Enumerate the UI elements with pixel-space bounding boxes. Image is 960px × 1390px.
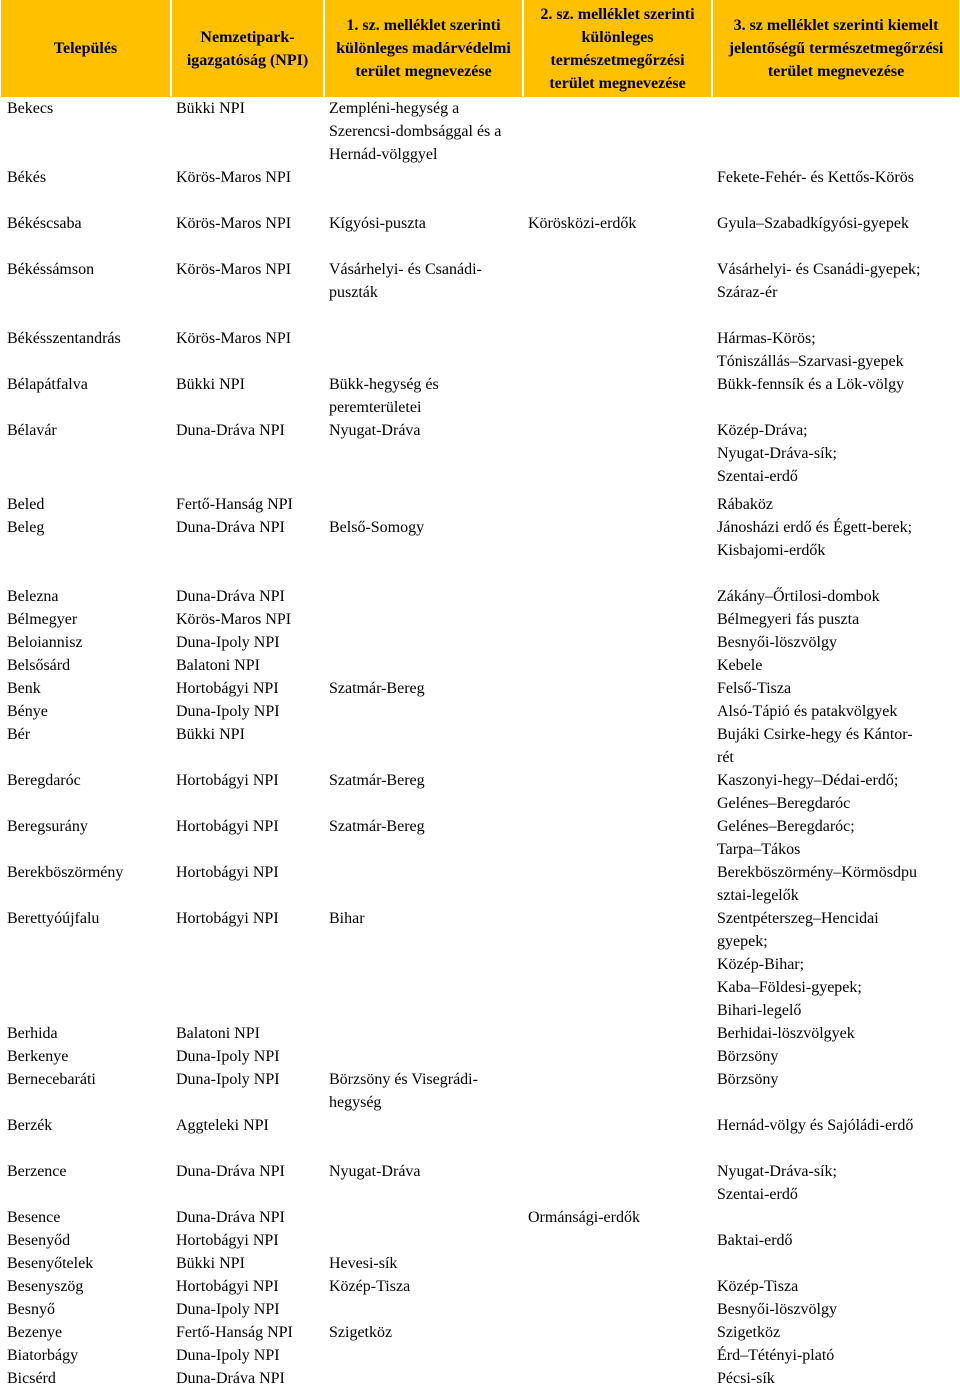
- conservation-area-cell: [523, 1160, 712, 1206]
- table-row: [1, 815, 959, 861]
- bird-protection-area-cell: Közép-Tisza: [329, 1278, 411, 1295]
- npi-cell: Duna-Dráva NPI: [176, 422, 285, 439]
- conservation-area-cell: [523, 1229, 712, 1252]
- bird-protection-area-cell: [324, 608, 523, 631]
- priority-conservation-area-cell: Berhidai-löszvölgyek: [717, 1025, 855, 1042]
- priority-conservation-area-cell: [712, 1252, 959, 1275]
- npi-cell: Balatoni NPI: [176, 1025, 260, 1042]
- conservation-area-cell: [523, 700, 712, 723]
- priority-conservation-area-cell: Bujáki Csirke-hegy és Kántor- rét: [717, 726, 913, 766]
- npi-cell: Balatoni NPI: [176, 657, 260, 674]
- priority-conservation-area-cell: Besnyői-löszvölgy: [717, 1301, 837, 1318]
- conservation-area-cell: [523, 419, 712, 493]
- npi-cell: Bükki NPI: [176, 376, 245, 393]
- priority-conservation-area-cell: Jánosházi erdő és Égett-berek; Kisbajomi-erdők: [717, 519, 913, 559]
- npi-cell: Bükki NPI: [176, 1255, 245, 1272]
- table-row: [1, 1160, 959, 1206]
- npi-cell: Bükki NPI: [176, 100, 245, 117]
- npi-cell: Hortobágyi NPI: [176, 1232, 279, 1249]
- conservation-area-cell: [523, 585, 712, 608]
- table-row: [1, 1068, 959, 1114]
- table-row: [1, 1229, 959, 1252]
- npi-cell: Duna-Dráva NPI: [176, 519, 285, 536]
- settlement-cell: Bélmegyer: [7, 611, 78, 628]
- table-row: [1, 861, 959, 907]
- conservation-area-cell: [523, 493, 712, 516]
- conservation-area-cell: [523, 327, 712, 373]
- conservation-area-cell: [523, 769, 712, 815]
- bird-protection-area-cell: Börzsöny és Visegrádi- hegység: [329, 1071, 478, 1111]
- bird-protection-area-cell: [324, 1206, 523, 1229]
- bird-protection-area-cell: Nyugat-Dráva: [329, 1163, 421, 1180]
- priority-conservation-area-cell: Berekböszörmény–Körmösdpu sztai-legelők: [717, 864, 917, 904]
- table-row: [1, 1321, 959, 1344]
- settlement-cell: Békéscsaba: [7, 215, 82, 232]
- settlement-cell: Berettyóújfalu: [7, 910, 100, 927]
- table-row: [1, 654, 959, 677]
- npi-cell: Duna-Ipoly NPI: [176, 703, 280, 720]
- npi-cell: Körös-Maros NPI: [176, 215, 292, 232]
- bird-protection-area-cell: Szatmár-Bereg: [329, 680, 425, 697]
- settlement-cell: Bélavár: [7, 422, 57, 439]
- conservation-area-cell: [523, 166, 712, 212]
- table-row: [1, 769, 959, 815]
- conservation-area-cell: [523, 631, 712, 654]
- priority-conservation-area-cell: Vásárhelyi- és Csanádi-gyepek; Száraz-ér: [717, 261, 921, 301]
- table-row: [1, 212, 959, 258]
- priority-conservation-area-cell: Közép-Tisza: [717, 1278, 799, 1295]
- table-row: [1, 419, 959, 493]
- npi-cell: Hortobágyi NPI: [176, 910, 279, 927]
- priority-conservation-area-cell: Besnyői-löszvölgy: [717, 634, 837, 651]
- bird-protection-area-cell: Zempléni-hegység a Szerencsi-dombsággal és a Hernád-völggyel: [329, 100, 502, 163]
- settlement-cell: Beleg: [7, 519, 45, 536]
- bird-protection-area-cell: Szatmár-Bereg: [329, 818, 425, 835]
- settlement-cell: Békéssámson: [7, 261, 95, 278]
- settlement-table: [1, 0, 959, 1390]
- conservation-area-cell: [523, 654, 712, 677]
- settlement-cell: Besence: [7, 1209, 61, 1226]
- priority-conservation-area-cell: Bükk-fennsík és a Lök-völgy: [717, 376, 905, 393]
- priority-conservation-area-cell: Gyula–Szabadkígyósi-gyepek: [717, 215, 909, 232]
- priority-conservation-area-cell: Felső-Tisza: [717, 680, 792, 697]
- table-row: [1, 608, 959, 631]
- npi-cell: Körös-Maros NPI: [176, 169, 292, 186]
- table-row: [1, 166, 959, 212]
- priority-conservation-area-cell: Zákány–Őrtilosi-dombok: [717, 588, 880, 605]
- settlement-cell: Bekecs: [7, 100, 54, 117]
- conservation-area-cell: [523, 907, 712, 1022]
- settlement-cell: Besenyőtelek: [7, 1255, 94, 1272]
- settlement-cell: Beregdaróc: [7, 772, 81, 789]
- conservation-area-cell: [523, 97, 712, 166]
- npi-cell: Fertő-Hanság NPI: [176, 496, 293, 513]
- header-priority-conservation-area: 3. sz melléklet szerinti kiemelt jelentőségű természetmegőrzési terület megnevezése: [712, 0, 959, 97]
- conservation-area-cell: [523, 608, 712, 631]
- settlement-cell: Biatorbágy: [7, 1347, 79, 1364]
- conservation-area-cell: [523, 861, 712, 907]
- settlement-cell: Beregsurány: [7, 818, 88, 835]
- npi-cell: Aggteleki NPI: [176, 1117, 269, 1134]
- settlement-cell: Bernecebaráti: [7, 1071, 96, 1088]
- conservation-area-cell: [523, 1068, 712, 1114]
- bird-protection-area-cell: [324, 493, 523, 516]
- table-row: [1, 1206, 959, 1229]
- npi-cell: Duna-Ipoly NPI: [176, 1071, 280, 1088]
- table-row: [1, 677, 959, 700]
- priority-conservation-area-cell: Nyugat-Dráva-sík; Szentai-erdő: [717, 1163, 837, 1203]
- conservation-area-cell: [523, 1045, 712, 1068]
- table-row: [1, 723, 959, 769]
- table-row: [1, 585, 959, 608]
- priority-conservation-area-cell: Gelénes–Beregdaróc; Tarpa–Tákos: [717, 818, 855, 858]
- npi-cell: Körös-Maros NPI: [176, 330, 292, 347]
- npi-cell: Hortobágyi NPI: [176, 772, 279, 789]
- table-row: [1, 1252, 959, 1275]
- npi-cell: Körös-Maros NPI: [176, 261, 292, 278]
- priority-conservation-area-cell: [712, 97, 959, 166]
- table-row: [1, 97, 959, 166]
- bird-protection-area-cell: [324, 327, 523, 373]
- bird-protection-area-cell: Nyugat-Dráva: [329, 422, 421, 439]
- bird-protection-area-cell: Belső-Somogy: [329, 519, 425, 536]
- conservation-area-cell: [523, 677, 712, 700]
- settlement-cell: Berhida: [7, 1025, 58, 1042]
- conservation-area-cell: [523, 258, 712, 327]
- table-row: [1, 1114, 959, 1160]
- bird-protection-area-cell: [324, 585, 523, 608]
- bird-protection-area-cell: [324, 1229, 523, 1252]
- bird-protection-area-cell: Vásárhelyi- és Csanádi- puszták: [329, 261, 482, 301]
- table-row: [1, 1022, 959, 1045]
- table-body: [1, 97, 959, 1390]
- bird-protection-area-cell: [324, 1298, 523, 1321]
- settlement-cell: Berzék: [7, 1117, 53, 1134]
- bird-protection-area-cell: Szatmár-Bereg: [329, 772, 425, 789]
- conservation-area-cell: [523, 1344, 712, 1367]
- priority-conservation-area-cell: Érd–Tétényi-plató: [717, 1347, 835, 1364]
- priority-conservation-area-cell: Pécsi-sík: [717, 1370, 775, 1387]
- bird-protection-area-cell: [324, 1114, 523, 1160]
- priority-conservation-area-cell: [712, 1206, 959, 1229]
- npi-cell: Hortobágyi NPI: [176, 680, 279, 697]
- conservation-area-cell: [523, 1321, 712, 1344]
- bird-protection-area-cell: [324, 1045, 523, 1068]
- table-row: [1, 631, 959, 654]
- npi-cell: Hortobágyi NPI: [176, 864, 279, 881]
- table-row: [1, 1298, 959, 1321]
- priority-conservation-area-cell: Rábaköz: [717, 496, 773, 513]
- priority-conservation-area-cell: Szigetköz: [717, 1324, 781, 1341]
- conservation-area-cell: [523, 1252, 712, 1275]
- bird-protection-area-cell: [324, 654, 523, 677]
- npi-cell: Duna-Ipoly NPI: [176, 1347, 280, 1364]
- bird-protection-area-cell: Kígyósi-puszta: [329, 215, 426, 232]
- settlement-cell: Besnyő: [7, 1301, 55, 1318]
- table-row: [1, 493, 959, 516]
- settlement-cell: Besenyszög: [7, 1278, 84, 1295]
- bird-protection-area-cell: Bihar: [329, 910, 365, 927]
- table-row: [1, 1275, 959, 1298]
- header-settlement: Település: [1, 0, 171, 97]
- conservation-area-cell: [523, 1022, 712, 1045]
- bird-protection-area-cell: Szigetköz: [329, 1324, 393, 1341]
- settlement-cell: Berekböszörmény: [7, 864, 124, 881]
- bird-protection-area-cell: Hevesi-sík: [329, 1255, 398, 1272]
- conservation-area-cell: Körösközi-erdők: [528, 215, 637, 232]
- header-bird-protection-area: 1. sz. melléklet szerinti különleges madárvédelmi terület megnevezése: [324, 0, 523, 97]
- bird-protection-area-cell: [324, 861, 523, 907]
- npi-cell: Bükki NPI: [176, 726, 245, 743]
- npi-cell: Fertő-Hanság NPI: [176, 1324, 293, 1341]
- bird-protection-area-cell: [324, 166, 523, 212]
- table-row: [1, 258, 959, 327]
- bird-protection-area-cell: [324, 700, 523, 723]
- settlement-cell: Bénye: [7, 703, 48, 720]
- priority-conservation-area-cell: Kaszonyi-hegy–Dédai-erdő; Gelénes–Beregdaróc: [717, 772, 899, 812]
- priority-conservation-area-cell: Baktai-erdő: [717, 1232, 793, 1249]
- npi-cell: Duna-Ipoly NPI: [176, 1048, 280, 1065]
- settlement-cell: Békésszentandrás: [7, 330, 121, 347]
- bird-protection-area-cell: Bükk-hegység és peremterületei: [329, 376, 439, 416]
- conservation-area-cell: [523, 516, 712, 585]
- settlement-cell: Belsősárd: [7, 657, 71, 674]
- table-row: [1, 1045, 959, 1068]
- settlement-cell: Bélapátfalva: [7, 376, 88, 393]
- priority-conservation-area-cell: Alsó-Tápió és patakvölgyek: [717, 703, 898, 720]
- priority-conservation-area-cell: Szentpéterszeg–Hencidai gyepek; Közép-Bihar; Kaba–Földesi-gyepek; Bihari-legelő: [717, 910, 879, 1019]
- priority-conservation-area-cell: Hernád-völgy és Sajóládi-erdő: [717, 1117, 914, 1134]
- conservation-area-cell: [523, 723, 712, 769]
- priority-conservation-area-cell: Kebele: [717, 657, 763, 674]
- npi-cell: Duna-Dráva NPI: [176, 1370, 285, 1387]
- bird-protection-area-cell: [324, 1022, 523, 1045]
- conservation-area-cell: [523, 815, 712, 861]
- bird-protection-area-cell: [324, 723, 523, 769]
- table-header-row: [1, 0, 959, 97]
- bird-protection-area-cell: [324, 1344, 523, 1367]
- table-row: [1, 1344, 959, 1367]
- npi-cell: Duna-Ipoly NPI: [176, 634, 280, 651]
- conservation-area-cell: [523, 1298, 712, 1321]
- settlement-cell: Beloiannisz: [7, 634, 83, 651]
- settlement-cell: Berkenye: [7, 1048, 69, 1065]
- conservation-area-cell: [523, 1275, 712, 1298]
- header-conservation-area: 2. sz. melléklet szerinti különleges természetmegőrzési terület megnevezése: [523, 0, 712, 97]
- priority-conservation-area-cell: Hármas-Körös; Tóniszállás–Szarvasi-gyepek: [717, 330, 904, 370]
- settlement-cell: Belezna: [7, 588, 59, 605]
- settlement-cell: Beled: [7, 496, 45, 513]
- priority-conservation-area-cell: Börzsöny: [717, 1071, 779, 1088]
- conservation-area-cell: [523, 373, 712, 419]
- settlement-cell: Berzence: [7, 1163, 67, 1180]
- npi-cell: Duna-Ipoly NPI: [176, 1301, 280, 1318]
- npi-cell: Hortobágyi NPI: [176, 1278, 279, 1295]
- table-row: [1, 907, 959, 1022]
- conservation-area-cell: Ormánsági-erdők: [528, 1209, 640, 1226]
- settlement-cell: Békés: [7, 169, 47, 186]
- npi-cell: Duna-Dráva NPI: [176, 1163, 285, 1180]
- priority-conservation-area-cell: Közép-Dráva; Nyugat-Dráva-sík; Szentai-erdő: [717, 422, 837, 485]
- table-row: [1, 327, 959, 373]
- settlement-cell: Bicsérd: [7, 1370, 56, 1387]
- npi-cell: Hortobágyi NPI: [176, 818, 279, 835]
- table-row: [1, 700, 959, 723]
- table-row: [1, 373, 959, 419]
- settlement-cell: Benk: [7, 680, 41, 697]
- priority-conservation-area-cell: Börzsöny: [717, 1048, 779, 1065]
- conservation-area-cell: [523, 1114, 712, 1160]
- priority-conservation-area-cell: Fekete-Fehér- és Kettős-Körös: [717, 169, 914, 186]
- header-npi: Nemzetipark- igazgatóság (NPI): [171, 0, 324, 97]
- table-row: [1, 516, 959, 585]
- settlement-cell: Bér: [7, 726, 31, 743]
- priority-conservation-area-cell: Bélmegyeri fás puszta: [717, 611, 860, 628]
- bird-protection-area-cell: [324, 631, 523, 654]
- settlement-cell: Besenyőd: [7, 1232, 71, 1249]
- npi-cell: Duna-Dráva NPI: [176, 588, 285, 605]
- npi-cell: Duna-Dráva NPI: [176, 1209, 285, 1226]
- npi-cell: Körös-Maros NPI: [176, 611, 292, 628]
- settlement-cell: Bezenye: [7, 1324, 63, 1341]
